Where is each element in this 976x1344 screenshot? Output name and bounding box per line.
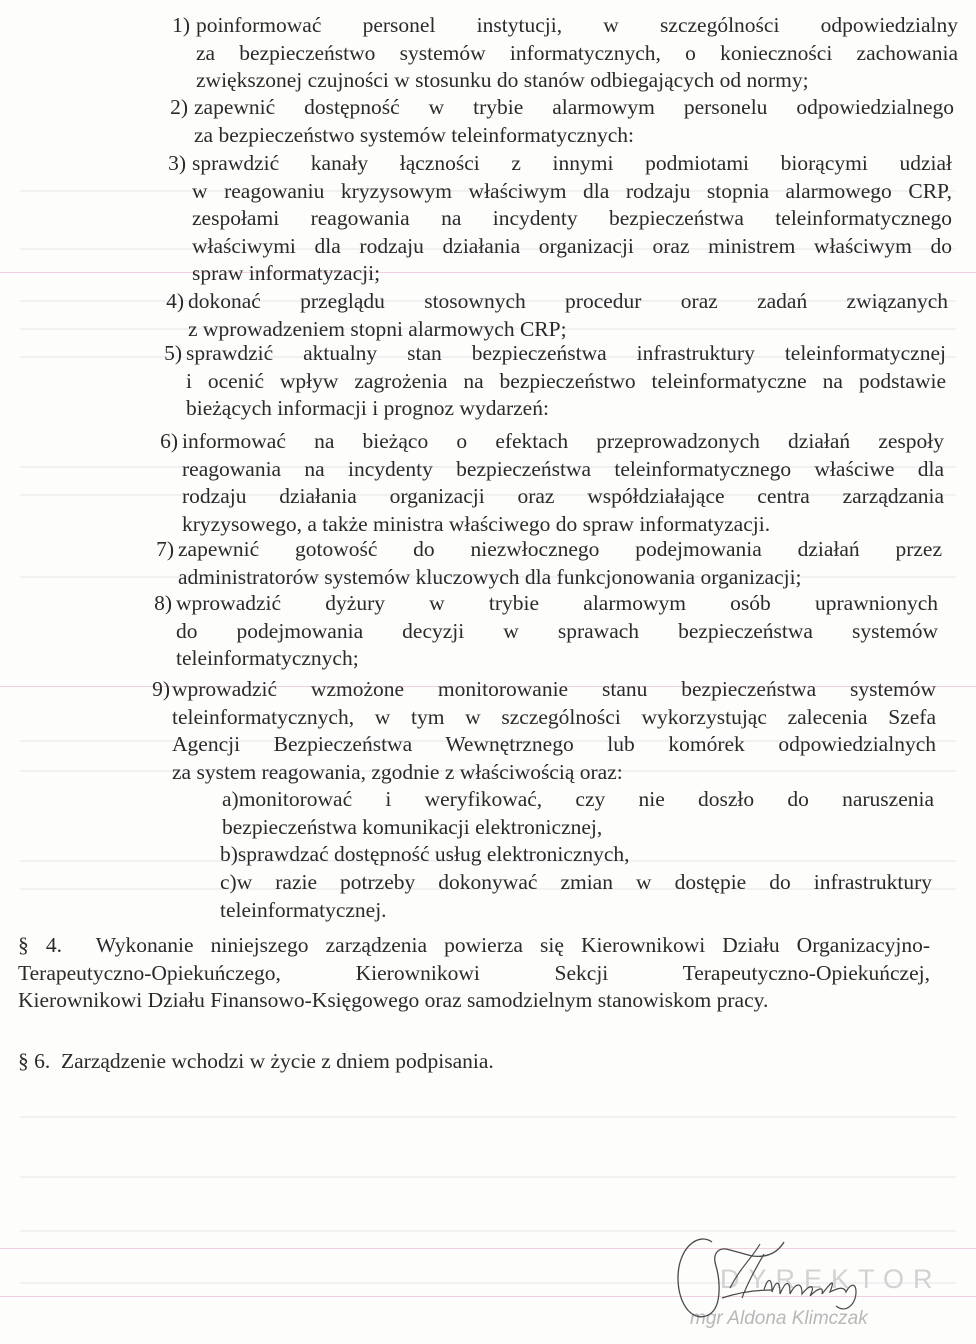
sub-item-line: b)sprawdzać dostępność usług elektronicznych, bbox=[220, 842, 630, 866]
list-item-number: 6) bbox=[160, 429, 178, 453]
list-item-number: 9) bbox=[152, 677, 170, 701]
list-item-line: sprawdzić aktualny stan bezpieczeństwa infrastruktury teleinformatycznej bbox=[186, 341, 946, 365]
list-item-line: teleinformatycznych; bbox=[176, 646, 359, 670]
list-item-number: 1) bbox=[172, 13, 190, 37]
list-item-line: zapewnić dostępność w trybie alarmowym personelu odpowiedzialnego bbox=[194, 95, 954, 119]
section-mark: § 4. bbox=[18, 933, 62, 957]
section-line: Wykonanie niniejszego zarządzenia powierza się Kierownikowi Działu Organizacyjno- bbox=[95, 933, 930, 957]
list-item-number: 4) bbox=[166, 289, 184, 313]
section-line: Kierownikowi Działu Finansowo-Księgowego oraz samodzielnym stanowiskom pracy. bbox=[18, 988, 769, 1012]
list-item-line: do podejmowania decyzji w sprawach bezpieczeństwa systemów bbox=[176, 618, 938, 643]
show-through-line bbox=[20, 1176, 956, 1178]
list-item-line: i ocenić wpływ zagrożenia na bezpieczeństwo teleinformatyczne na podstawie bbox=[186, 368, 946, 393]
list-item-line: zwiększonej czujności w stosunku do stanów odbiegających od normy; bbox=[196, 68, 809, 92]
show-through-line bbox=[20, 1116, 956, 1118]
list-item-line: za bezpieczeństwo systemów informatycznych, o konieczności zachowania bbox=[196, 40, 958, 65]
section-paragraph bbox=[18, 932, 930, 1015]
list-item-number: 7) bbox=[156, 537, 174, 561]
sub-item bbox=[220, 869, 932, 924]
list-item-number: 3) bbox=[168, 151, 186, 175]
sub-item bbox=[222, 786, 934, 841]
list-item-line: wprowadzić dyżury w trybie alarmowym osób uprawnionych bbox=[176, 591, 938, 615]
section-line: Terapeutyczno-Opiekuńczego, Kierownikowi Sekcji Terapeutyczno-Opiekuńczej, bbox=[18, 960, 930, 985]
list-item-line: administratorów systemów kluczowych dla funkcjonowania organizacji; bbox=[178, 564, 802, 589]
sub-item-line: c)w razie potrzeby dokonywać zmian w dostępie do infrastruktury bbox=[220, 870, 932, 894]
stamp-name: mgr Aldona Klimczak bbox=[690, 1308, 868, 1329]
sub-item bbox=[220, 841, 932, 869]
list-item-line: sprawdzić kanały łączności z innymi podmiotami biorącymi udział bbox=[192, 151, 952, 175]
list-item-line: reagowania na incydenty bezpieczeństwa teleinformatycznego właściwe dla bbox=[182, 456, 944, 481]
list-item-line: wprowadzić wzmożone monitorowanie stanu bezpieczeństwa systemów bbox=[172, 677, 936, 701]
sub-item-line: a)monitorować i weryfikować, czy nie doszło do naruszenia bbox=[222, 787, 934, 811]
list-item-line: informować na bieżąco o efektach przeprowadzonych działań zespoły bbox=[182, 429, 944, 453]
list-item-number: 8) bbox=[154, 591, 172, 615]
signature-block bbox=[660, 1228, 960, 1344]
sub-item-line: teleinformatycznej. bbox=[220, 897, 387, 922]
list-item-line: spraw informatyzacji; bbox=[192, 261, 381, 285]
list-item-line: Agencji Bezpieczeństwa Wewnętrznego lub komórek odpowiedzialnych bbox=[172, 732, 936, 756]
list-item-number: 2) bbox=[170, 95, 188, 119]
list-item-number: 5) bbox=[164, 341, 182, 365]
list-item-line: kryzysowego, a także ministra właściwego do spraw informatyzacji. bbox=[182, 511, 771, 536]
section-mark: § 6. bbox=[18, 1049, 51, 1073]
list-item-line: zespołami reagowania na incydenty bezpieczeństwa teleinformatycznego bbox=[192, 206, 952, 230]
list-item-line: rodzaju działania organizacji oraz współdziałające centra zarządzania bbox=[182, 484, 944, 508]
sub-item-line: bezpieczeństwa komunikacji elektronicznej, bbox=[222, 814, 603, 839]
list-item-line: za system reagowania, zgodnie z właściwością oraz: bbox=[172, 759, 623, 784]
list-item-line: z wprowadzeniem stopni alarmowych CRP; bbox=[188, 316, 567, 341]
list-item-line: w reagowaniu kryzysowym właściwym dla rodzaju stopnia alarmowego CRP, bbox=[192, 178, 952, 203]
list-item-line: dokonać przeglądu stosownych procedur oraz zadań związanych bbox=[188, 289, 948, 313]
section-paragraph bbox=[18, 1048, 930, 1076]
stamp-title: DYREKTOR bbox=[720, 1264, 942, 1294]
list-item-line: teleinformatycznych, w tym w szczególności wykorzystując zalecenia Szefa bbox=[172, 704, 936, 729]
list-item-line: poinformować personel instytucji, w szczególności odpowiedzialny bbox=[196, 13, 958, 37]
list-item-line: zapewnić gotowość do niezwłocznego podejmowania działań przez bbox=[178, 537, 942, 561]
section-line: Zarządzenie wchodzi w życie z dniem podpisania. bbox=[61, 1049, 494, 1073]
list-item-line: za bezpieczeństwo systemów teleinformatycznych: bbox=[194, 122, 634, 147]
list-item-line: bieżących informacji i prognoz wydarzeń: bbox=[186, 396, 549, 420]
handwritten-signature bbox=[660, 1228, 960, 1344]
list-item-line: właściwymi dla rodzaju działania organizacji oraz ministrem właściwym do bbox=[192, 233, 952, 258]
